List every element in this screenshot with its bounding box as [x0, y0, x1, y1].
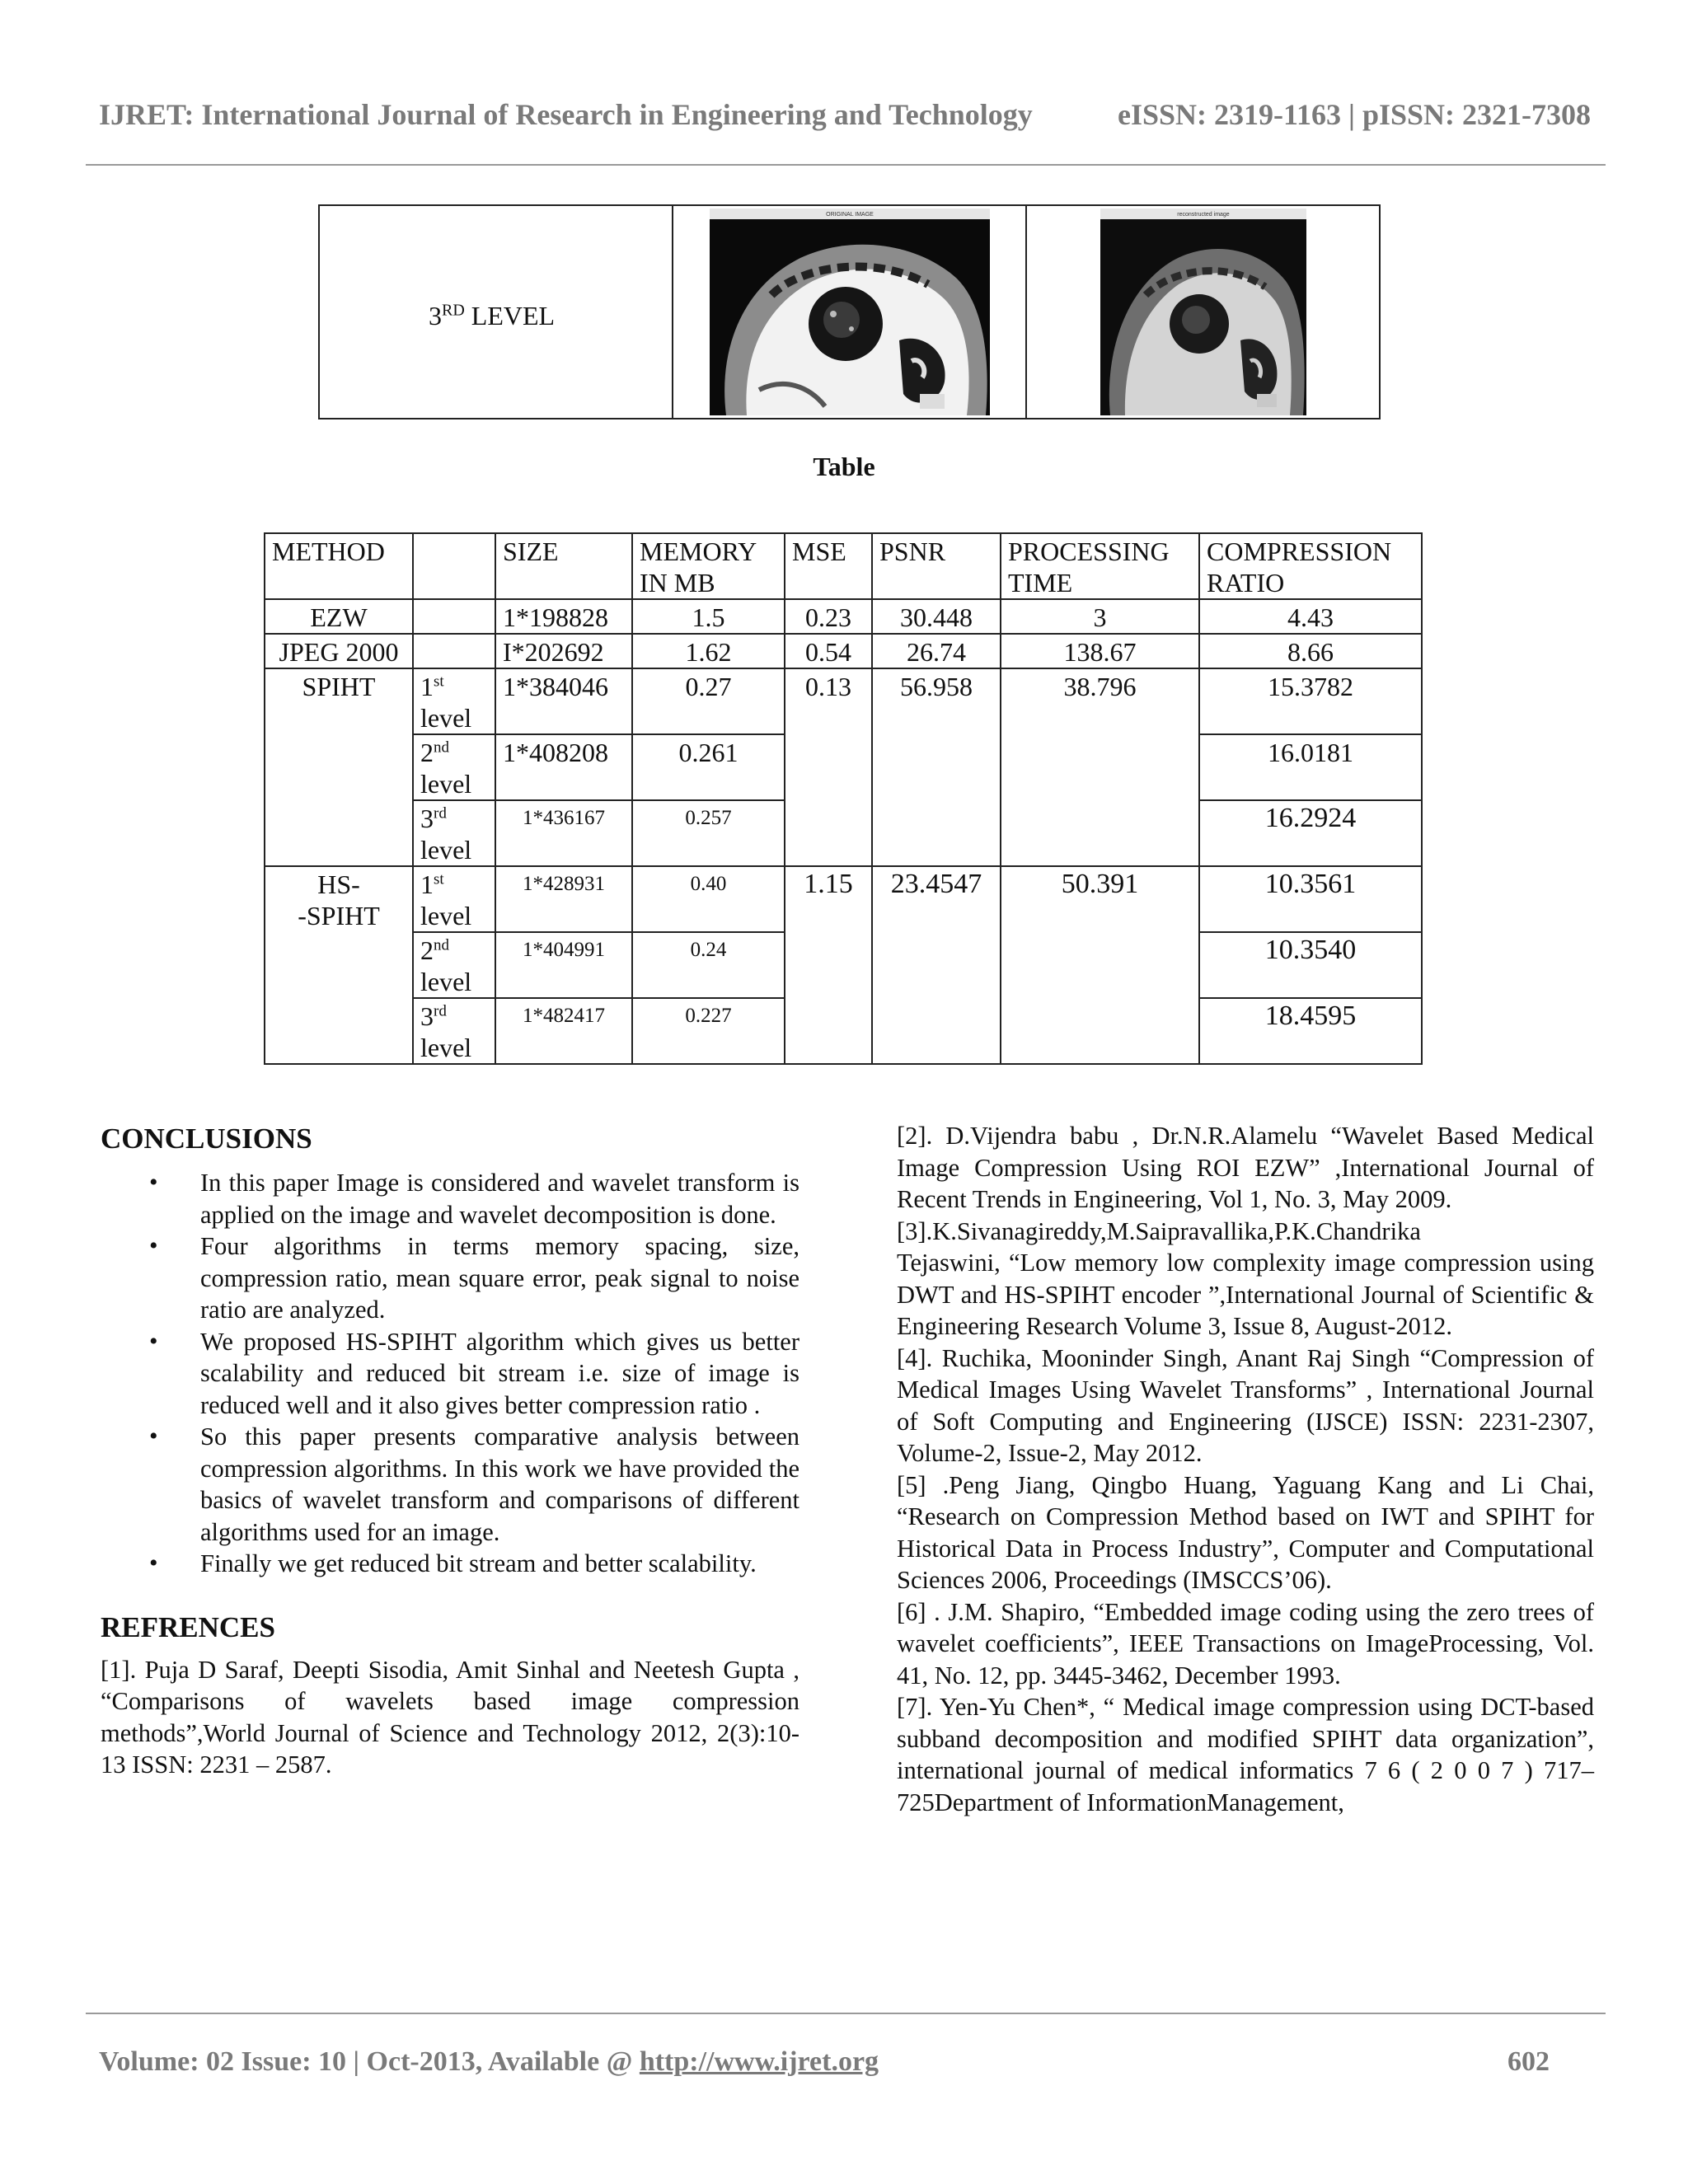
ratio-cell: 16.2924	[1199, 800, 1422, 866]
reference-item: [4]. Ruchika, Mooninder Singh, Anant Raj Singh “Compression of Medical Images Using Wavelet Transforms” , International Journal of Soft Computing and Engineering (IJSCE) ISSN: 2231-2307, Volume-2, Issue-2, May 2012.	[897, 1343, 1594, 1467]
psnr-cell: 56.958	[872, 668, 1001, 866]
level-label-cell	[319, 205, 673, 419]
size-cell: 1*428931	[495, 866, 632, 932]
image-comparison-row	[318, 204, 1381, 419]
ratio-cell: 10.3540	[1199, 932, 1422, 998]
method-cell: JPEG 2000	[265, 634, 413, 668]
journal-link[interactable]: http://www.ijret.org	[639, 2046, 879, 2077]
header-cell: SIZE	[495, 533, 632, 599]
conclusion-item: • In this paper Image is considered and wavelet transform is applied on the image and wavelet decomposition is done.	[200, 1167, 799, 1230]
conclusion-item: • We proposed HS-SPIHT algorithm which gives us better scalability and reduced bit stream i.e. size of image is reduced well and it also gives better compression ratio .	[200, 1326, 799, 1422]
header-cell: COMPRESSION RATIO	[1199, 533, 1422, 599]
ratio-cell: 18.4595	[1199, 998, 1422, 1064]
reference-item: [3].K.Sivanagireddy,M.Saipravallika,P.K.Chandrika	[897, 1216, 1421, 1245]
time-cell: 50.391	[1001, 866, 1199, 1064]
header-cell: METHOD	[265, 533, 413, 599]
conclusion-item: • Four algorithms in terms memory spacing, size, compression ratio, mean square error, peak signal to noise ratio are analyzed.	[200, 1230, 799, 1326]
time-cell: 38.796	[1001, 668, 1199, 866]
footer-rule	[86, 2013, 1606, 2014]
mse-cell: 1.15	[785, 866, 872, 1064]
reference-item: Tejaswini, “Low memory low complexity image compression using DWT and HS-SPIHT encoder ”,International Journal of Scientific & Engineering Research Volume 3, Issue 8, August-2012.	[897, 1249, 1594, 1340]
level-cell	[413, 599, 495, 634]
header-rule	[86, 164, 1606, 166]
conclusion-item: • So this paper presents comparative analysis between compression algorithms. In this work we have provided the basics of wavelet transform and comparisons of different algorithms used for an image.	[200, 1421, 799, 1548]
psnr-cell: 26.74	[872, 634, 1001, 668]
table-header-row	[265, 533, 1422, 599]
size-cell: I*202692	[495, 634, 632, 668]
reference-item: [2]. D.Vijendra babu , Dr.N.R.Alamelu “Wavelet Based Medical Image Compression Using ROI EZW” ,International Journal of Recent Trends in Engineering, Vol 1, No. 3, May 2009.	[897, 1122, 1594, 1213]
reference-item: [1]. Puja D Saraf, Deepti Sisodia, Amit Sinhal and Neetesh Gupta , “Comparisons of wavelets based image compression methods”,World Journal of Science and Technology 2012, 2(3):10-13 ISSN: 2231 – 2587.	[101, 1655, 799, 1779]
mse-cell: 0.23	[785, 599, 872, 634]
time-cell: 138.67	[1001, 634, 1199, 668]
ratio-cell: 8.66	[1199, 634, 1422, 668]
original-ct-image	[710, 209, 990, 415]
original-image-title: ORIGINAL IMAGE	[825, 212, 874, 218]
size-cell: 1*408208	[495, 734, 632, 800]
level-cell	[413, 634, 495, 668]
level-ordinal: RD	[442, 301, 465, 320]
memory-cell: 0.227	[632, 998, 785, 1064]
references-heading: REFRENCES	[101, 1610, 275, 1643]
mse-cell: 0.54	[785, 634, 872, 668]
conclusions-heading: CONCLUSIONS	[101, 1122, 312, 1155]
header-cell: PROCESSING TIME	[1001, 533, 1199, 599]
level-cell: 3rd level	[413, 998, 495, 1064]
conclusions-list	[101, 1167, 799, 1580]
psnr-cell: 30.448	[872, 599, 1001, 634]
ratio-cell: 15.3782	[1199, 668, 1422, 734]
size-cell: 1*482417	[495, 998, 632, 1064]
table-row-spiht-1	[265, 668, 1422, 734]
method-cell: EZW	[265, 599, 413, 634]
issn-numbers: eISSN: 2319-1163 | pISSN: 2321-7308	[1118, 98, 1591, 131]
memory-cell: 1.62	[632, 634, 785, 668]
size-cell: 1*384046	[495, 668, 632, 734]
original-image-cell	[673, 205, 1026, 419]
memory-cell: 0.261	[632, 734, 785, 800]
time-cell: 3	[1001, 599, 1199, 634]
results-table	[264, 532, 1423, 1065]
reference-item: [6] . J.M. Shapiro, “Embedded image coding using the zero trees of wavelet coefficients”, IEEE Transactions on ImageProcessing, Vol. 41, No. 12, pp. 3445-3462, December 1993.	[897, 1597, 1594, 1690]
reconstructed-image-cell	[1026, 205, 1380, 419]
journal-name: IJRET: International Journal of Research in Engineering and Technology	[99, 98, 1033, 131]
reconstructed-image-title: reconstructed image	[1176, 212, 1230, 218]
running-header	[99, 97, 1591, 132]
level-word: LEVEL	[464, 301, 556, 330]
conclusion-item: • Finally we get reduced bit stream and better scalability.	[200, 1548, 799, 1580]
size-cell: 1*198828	[495, 599, 632, 634]
table-caption: Table	[813, 452, 875, 481]
ratio-cell: 16.0181	[1199, 734, 1422, 800]
reference-item: [5] .Peng Jiang, Qingbo Huang, Yaguang Kang and Li Chai, “Research on Compression Method based on IWT and SPIHT for Historical Data in Process Industry”, Computer and Computational Sciences 2006, Proceedings (IMSCCS’06).	[897, 1470, 1594, 1594]
memory-cell: 1.5	[632, 599, 785, 634]
table-row-hsspiht-1	[265, 866, 1422, 932]
memory-cell: 0.40	[632, 866, 785, 932]
method-cell: HS- -SPIHT	[265, 866, 413, 1064]
ratio-cell: 4.43	[1199, 599, 1422, 634]
header-cell: MEMORY IN MB	[632, 533, 785, 599]
header-cell: PSNR	[872, 533, 1001, 599]
table-row-jpeg2000	[265, 634, 1422, 668]
psnr-cell: 23.4547	[872, 866, 1001, 1064]
memory-cell: 0.24	[632, 932, 785, 998]
footer-volume: Volume: 02 Issue: 10 | Oct-2013, Available @ http://www.ijret.org	[99, 2046, 879, 2077]
size-cell: 1*404991	[495, 932, 632, 998]
level-cell: 1st level	[413, 668, 495, 734]
page-number: 602	[1507, 2046, 1550, 2077]
memory-cell: 0.27	[632, 668, 785, 734]
left-column	[101, 1122, 799, 1781]
method-cell: SPIHT	[265, 668, 413, 866]
table-row-ezw	[265, 599, 1422, 634]
running-footer	[99, 2046, 1550, 2078]
size-cell: 1*436167	[495, 800, 632, 866]
level-cell: 2nd level	[413, 734, 495, 800]
reconstructed-ct-image	[1100, 209, 1306, 415]
level-number: 3	[429, 301, 442, 330]
level-cell: 3rd level	[413, 800, 495, 866]
header-cell: MSE	[785, 533, 872, 599]
right-column	[897, 1120, 1594, 1818]
memory-cell: 0.257	[632, 800, 785, 866]
mse-cell: 0.13	[785, 668, 872, 866]
header-cell	[413, 533, 495, 599]
reference-item: [7]. Yen-Yu Chen*, “ Medical image compression using DCT-based subband decomposition and modified SPIHT data organization”, international journal of medical informatics 7 6 ( 2 0 0 7 ) 717–725Department of InformationManagement,	[897, 1693, 1594, 1816]
level-cell: 1st level	[413, 866, 495, 932]
level-cell: 2nd level	[413, 932, 495, 998]
ratio-cell: 10.3561	[1199, 866, 1422, 932]
